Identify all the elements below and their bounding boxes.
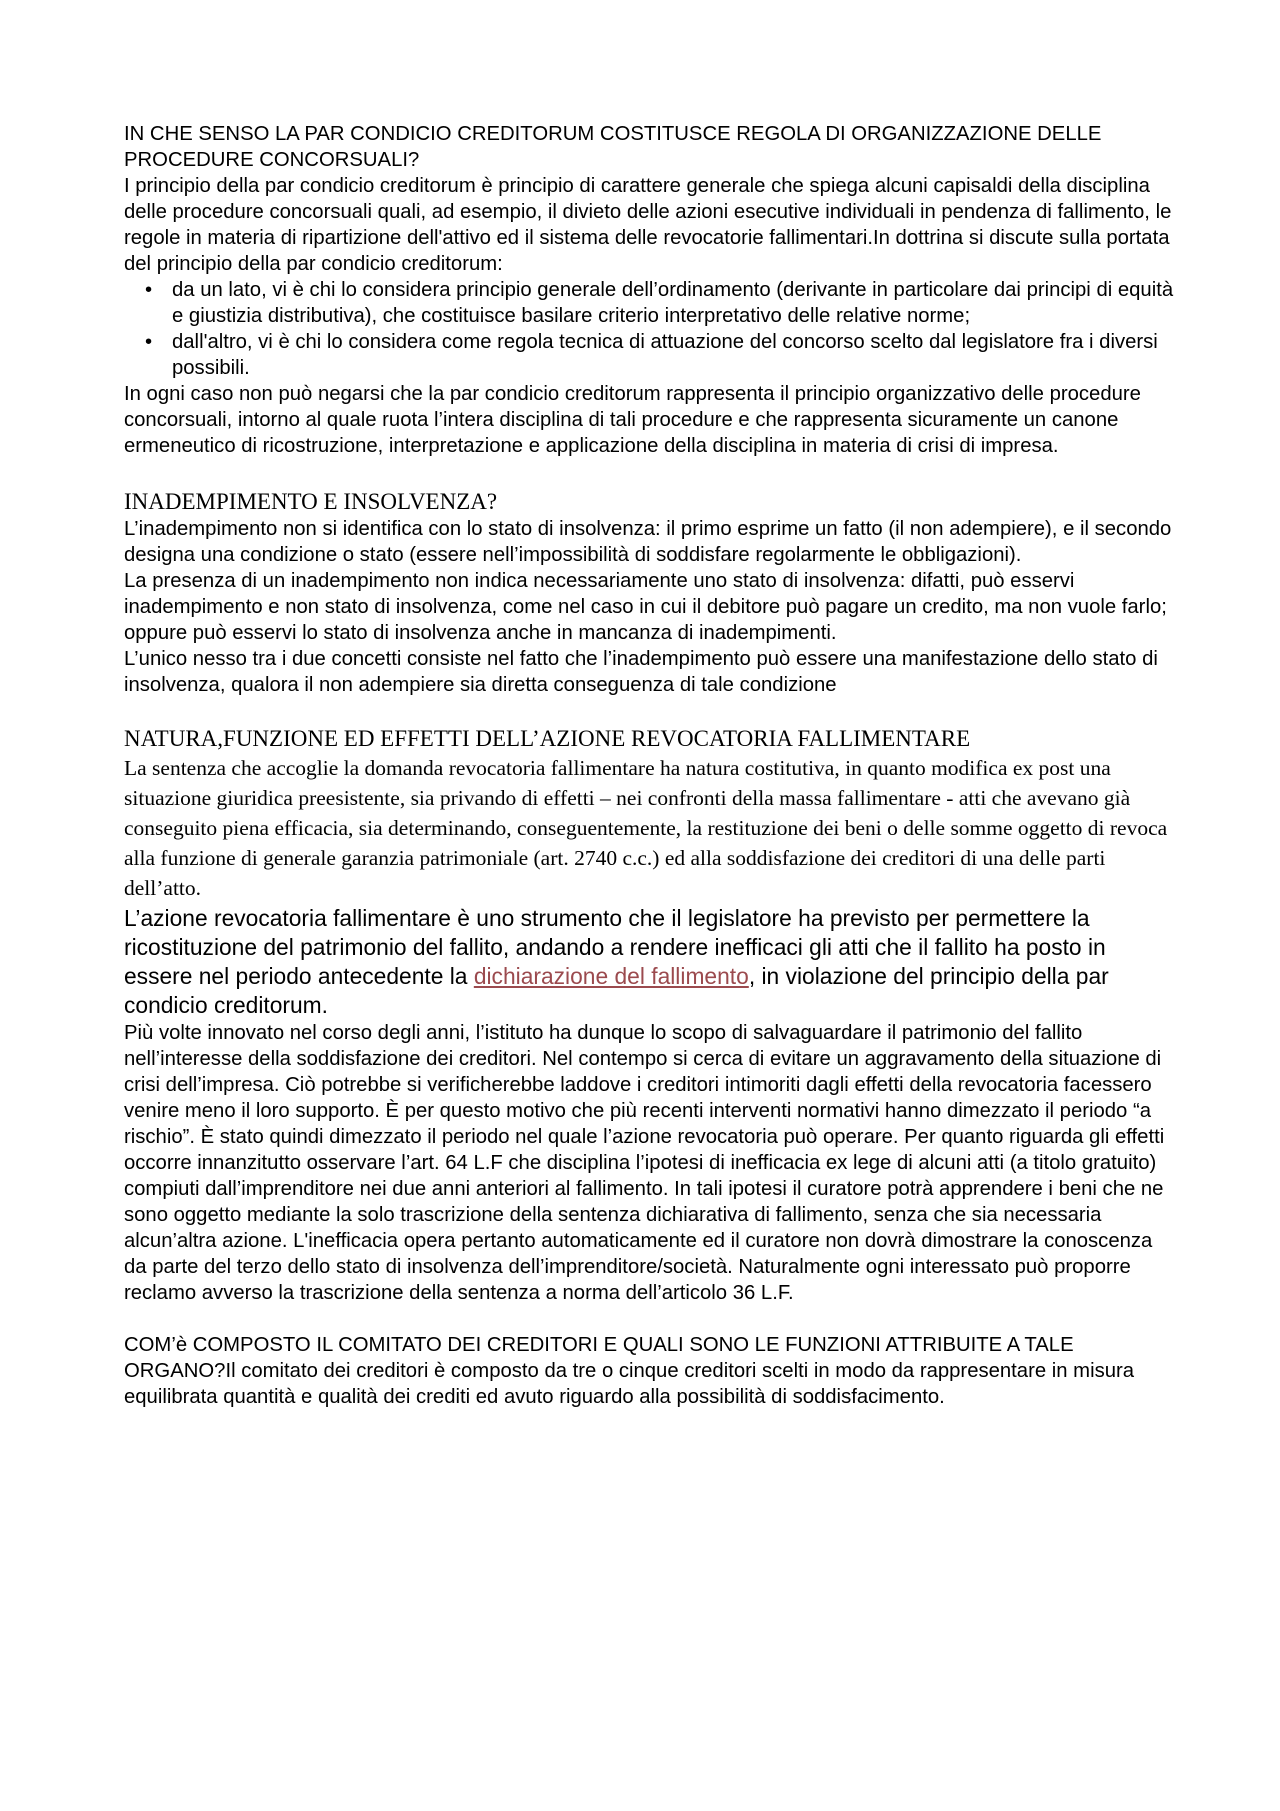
- dichiarazione-fallimento-link[interactable]: dichiarazione del fallimento: [473, 963, 749, 989]
- list-item: • da un lato, vi è chi lo considera principio generale dell’ordinamento (derivante in particolare dai principi di equità e giustizia distributiva), che costituisce basilare criterio interpretativo delle relative norme;: [172, 277, 1174, 329]
- paragraph: [124, 1332, 1174, 1410]
- section-heading: IN CHE SENSO LA PAR CONDICIO CREDITORUM COSTITUSCE REGOLA DI ORGANIZZAZIONE DELLE PROCEDURE CONCORSUALI?: [124, 123, 1102, 171]
- paragraph: La sentenza che accoglie la domanda revocatoria fallimentare ha natura costitutiva, in quanto modifica ex post una situazione giuridica preesistente, sia privando di effetti – nei confronti della massa fallimentare - atti che avevano già conseguito piena efficacia, sia determinando, conseguentemente, la restituzione dei beni o delle somme oggetto di revoca alla funzione di generale garanzia patrimoniale (art. 2740 c.c.) ed alla soddisfazione dei creditori di una delle parti dell’atto.: [124, 756, 1168, 900]
- section-heading: COM’è COMPOSTO IL COMITATO DEI CREDITORI E QUALI SONO LE FUNZIONI ATTRIBUITE A TALE ORGANO?: [124, 1334, 1074, 1382]
- paragraph: In ogni caso non può negarsi che la par condicio creditorum rappresenta il principio organizzativo delle procedure concorsuali, intorno al quale ruota l’intera disciplina di tali procedure e che rappresenta sicuramente un canone ermeneutico di ricostruzione, interpretazione e applicazione della disciplina in materia di crisi di impresa.: [124, 383, 1141, 457]
- bullet-list: [124, 277, 1174, 381]
- section-par-condicio: [124, 121, 1174, 459]
- section-heading: NATURA,FUNZIONE ED EFFETTI DELL’AZIONE REVOCATORIA FALLIMENTARE: [124, 726, 971, 751]
- paragraph: La presenza di un inadempimento non indica necessariamente uno stato di insolvenza: difatti, può esservi inadempimento e non stato di insolvenza, come nel caso in cui il debitore può pagare un credito, ma non vuole farlo; oppure può esservi lo stato di insolvenza anche in mancanza di inadempimenti.: [124, 570, 1167, 644]
- list-item: • dall'altro, vi è chi lo considera come regola tecnica di attuazione del concorso scelto dal legislatore fra i diversi possibili.: [172, 329, 1174, 381]
- paragraph: I principio della par condicio creditorum è principio di carattere generale che spiega alcuni capisaldi della disciplina delle procedure concorsuali quali, ad esempio, il divieto delle azioni esecutive individuali in pendenza di fallimento, le regole in materia di ripartizione dell'attivo ed il sistema delle revocatorie fallimentari.In dottrina si discute sulla portata del principio della par condicio creditorum:: [124, 175, 1172, 275]
- section-heading: INADEMPIMENTO E INSOLVENZA?: [124, 489, 498, 514]
- paragraph: Più volte innovato nel corso degli anni, l’istituto ha dunque lo scopo di salvaguardare il patrimonio del fallito nell’interesse della soddisfazione dei creditori. Nel contempo si cerca di evitare un aggravamento della situazione di crisi dell’impresa. Ciò potrebbe si verificherebbe laddove i creditori intimoriti dagli effetti della revocatoria facessero venire meno il loro supporto. È per questo motivo che più recenti interventi normativi hanno dimezzato il periodo “a rischio”. È stato quindi dimezzato il periodo nel quale l’azione revocatoria può operare. Per quanto riguarda gli effetti occorre innanzitutto osservare l’art. 64 L.F che disciplina l’ipotesi di inefficacia ex lege di alcuni atti (a titolo gratuito) compiuti dall’imprenditore nei due anni anteriori al fallimento. In tali ipotesi il curatore potrà apprendere i beni che ne sono oggetto mediante la solo trascrizione della sentenza dichiarativa di fallimento, senza che sia necessaria alcun’altra azione. L'inefficacia opera pertanto automaticamente ed il curatore non dovrà dimostrare la conoscenza da parte del terzo dello stato di insolvenza dell’imprenditore/società. Naturalmente ogni interessato può proporre reclamo avverso la trascrizione della sentenza a norma dell’articolo 36 L.F.: [124, 1022, 1165, 1304]
- section-revocatoria: [124, 724, 1174, 1306]
- paragraph-text: , in violazione del principio della par condicio creditorum.: [124, 963, 1109, 1018]
- paragraph: [124, 904, 1174, 1020]
- paragraph: L’inadempimento non si identifica con lo stato di insolvenza: il primo esprime un fatto (il non adempiere), e il secondo designa una condizione o stato (essere nell’impossibilità di soddisfare regolarmente le obbligazioni).: [124, 518, 1172, 566]
- paragraph: L’unico nesso tra i due concetti consiste nel fatto che l’inadempimento può essere una manifestazione dello stato di insolvenza, qualora il non adempiere sia diretta conseguenza di tale condizione: [124, 648, 1158, 696]
- paragraph-text: L’azione revocatoria fallimentare è uno strumento che il legislatore ha previsto per permettere la ricostituzione del patrimonio del fallito, andando a rendere inefficaci gli atti che il fallito ha posto in essere nel periodo antecedente la: [124, 905, 1106, 989]
- section-comitato: [124, 1332, 1174, 1410]
- paragraph-text: Il comitato dei creditori è composto da tre o cinque creditori scelti in modo da rappresentare in misura equilibrata quantità e qualità dei crediti ed avuto riguardo alla possibilità di soddisfacimento.: [124, 1360, 1135, 1408]
- section-inadempimento: [124, 487, 1174, 698]
- document-page: [124, 121, 1174, 1410]
